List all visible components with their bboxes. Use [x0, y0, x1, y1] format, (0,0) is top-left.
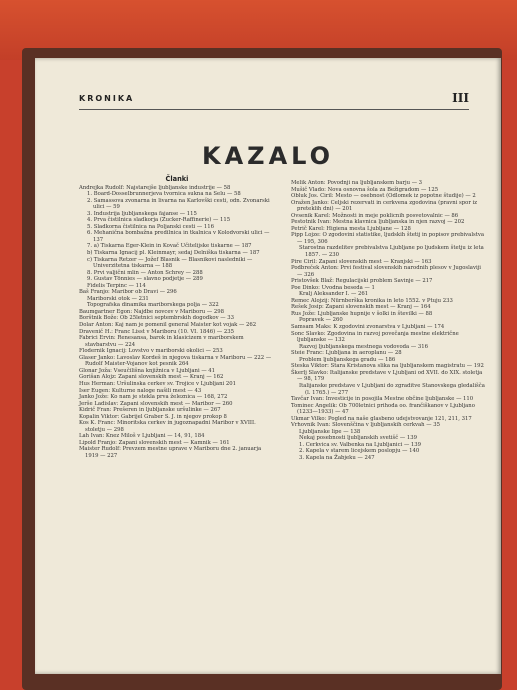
index-entry: Hus Herman: Uršulinska cerkev sv. Trojice v Ljubljani 201: [79, 380, 236, 387]
running-head: [79, 91, 469, 106]
index-entry: Pipp Lojze: O zgodovini statistike, ljudskih štetij in popisov prebivalstva — 195, 306: [291, 232, 486, 245]
index-entry: Pristovšek Blaž: Regulacijski problem Savinje — 217: [291, 278, 433, 285]
index-entry: Škerlj Slavko: Italijanske predstave v Ljubljani od XVII. do XIX. stoletja — 98, 179: [291, 369, 484, 383]
index-entry: Nekaj posebnosti ljubljanskih svetišč — 139: [299, 435, 418, 442]
index-entry: Remec Alojzij: Nürnberška kronika in leto 1552. v Ptuju 233: [291, 297, 453, 304]
index-entry: Sonc Slavko: Zgodovina in razvoj povečanja mestne električne ljubljanske — 132: [291, 330, 461, 344]
index-entry: Pire Ciril: Zapani slovenskih mest — Kranjski — 163: [291, 258, 432, 265]
index-column-right: [291, 180, 487, 462]
index-entry: Gorišan Alojz: Zapani slovenskih mest — Kranj — 162: [79, 374, 224, 381]
index-entry: Popravek — 260: [299, 317, 343, 324]
page-number: III: [452, 91, 469, 105]
index-entry: Glaser Janko: Lavoslav Kordeš in njegova tiskarna v Mariboru — 222 — Rudolf Maister-Vojanov kot pesnik 264: [79, 354, 273, 368]
index-entry: Samsam Maks: K zgodovini zvonarstva v Ljubljani — 174: [291, 324, 445, 331]
index-entry: Baumgartner Egon: Najdbe novcev v Mariboru — 298: [79, 308, 224, 315]
index-entry: Borštnik Bože: Ob 25letnici septembrskih dogodkov — 33: [79, 315, 235, 322]
running-head-title: KRONIKA: [79, 94, 135, 103]
index-entry: Tavčar Ivan: Investicije in posojila Mestne občine ljubljanske — 110: [291, 396, 474, 403]
index-entry: Pestotnik Ivan: Mestna klavnica ljubljanska in njen razvoj — 202: [291, 219, 465, 226]
index-entry: Mariborski otok — 231: [87, 295, 149, 302]
index-entry: Starostna razdelitev prebivalstva Ljubljane po ljudskem štetju iz leta 1857. — 230: [299, 245, 486, 259]
index-entry: Oražen Janko: Celjski rezervati in cerkvena zgodovina (pravni spor iz preteklih dni) — 201: [291, 199, 479, 213]
index-entry: 1. Cerkvica sv. Valbenka na Ljubljanici — 139: [299, 441, 422, 448]
index-entry: Vrhovnik Ivan: Slovenščina v ljubljanskih cerkvah — 35: [291, 422, 441, 429]
index-entry: Janko Jože: Ko nam je stekla prva železnica — 168, 272: [79, 394, 228, 401]
index-entry: 7. a) Tiskarna Eger-Klein in Kovač Učitelijske tiskarne — 187: [87, 243, 252, 250]
index-entry: Kopalin Viktor: Gabrijel Graber S. J. in njegov prokop 8: [79, 413, 227, 420]
index-entry: Melik Anton: Povodnji na ljubljanskem barju — 3: [291, 180, 423, 186]
index-entry: Iser Eugen: Kulturne naloge našili mest — 43: [79, 387, 202, 394]
index-entry: Ovsenik Karel: Možnosti in meje poklicnih posvetovalnic — 86: [291, 212, 459, 219]
index-entry: c) Tiskarna Retzer — Jožef Blasnik — Blasnikovi nasledniki — Univerzitetna tiskarna — 188: [87, 256, 255, 270]
index-entry: 1. Board-Dosselbrunnerjeva tvornica sukna na Selu — 58: [87, 191, 241, 198]
index-entry: Razvoj ljubljanskega mestnega vodovoda — 316: [299, 343, 428, 350]
index-entry: Italijanske predstave v Ljubljani do zgraditve Stanovskega gledališča (l. 1765.) — 277: [299, 382, 487, 396]
index-entry: Steska Viktor: Stara Kristanova slika na ljubljanskem magistratu — 192: [291, 363, 484, 370]
index-entry: Lipold Franjo: Zapani slovenskih mest — Kamnik — 161: [79, 439, 230, 446]
header-rule: [79, 109, 469, 110]
page-title: KAZALO: [202, 142, 334, 170]
index-entry: Jerše Ladislav: Zapani slovenskih mest — Maribor — 260: [79, 400, 233, 407]
book-page: [35, 58, 501, 674]
index-entry: Podbreček Anton: Prvi festival slovenskih narodnih plesov v Jugoslaviji — 326: [291, 265, 483, 278]
index-entry: Tominec Angelik: Ob 700letnici prihoda oo. frančiškanov v Ljubljano (1233—1933) — 47: [291, 402, 477, 416]
index-entry: 4. Prva čistilnica sladkorja (Zucker-Raffinerie) — 115: [87, 217, 231, 224]
index-entry: 9. Gustav Tönnies — slavno podjetje — 289: [87, 276, 203, 283]
index-entry: Mušič Vlado: Nova osnovna šola za Bežigradom — 125: [291, 186, 439, 193]
index-entry: Kidrič Fran: Prešeren in ljubljanske uršulinke — 267: [79, 407, 221, 414]
index-entry: Petrič Karel: Higiena mesta Ljubljane — 128: [291, 225, 411, 232]
index-entry: Flodernik Ignacij: Lovstvo v mariborski okolici — 253: [79, 348, 223, 355]
index-entry: Kralj Aleksander I. — 261: [299, 291, 369, 298]
index-entry: Andrejka Rudolf: Najstarejše ljubljanske industrije — 58: [79, 184, 231, 191]
index-entry: Fidelis Terpinc — 114: [87, 282, 146, 289]
index-entry: 6. Mehanična bombažna predilnica in tkalnica v Kolodvorski ulici — 137: [87, 230, 272, 243]
index-entry: Kos K. Franc: Minoritska cerkev in jugoznapadni Maribor v XVIII. stoletju — 298: [79, 420, 258, 433]
index-entry: b) Tiskarna Ignacij pl. Kleinmayr, sedaj Delniška tiskarna — 187: [87, 250, 260, 257]
index-entry: Baš Franjo: Maribor ob Dravi — 296: [79, 289, 177, 296]
index-entry: Rešek Josip: Zapani slovenskih mest — Kranj — 164: [291, 304, 431, 311]
index-entry: Steie Franc: Ljubljana in aeroplanu — 28: [291, 350, 402, 357]
index-entry: Fabrici Ervin: Renesansa, barok in klasicizem v mariborskem stavbarstvu — 224: [79, 335, 246, 348]
index-entry: 3. Kapela na Žabjeku — 247: [299, 454, 375, 461]
index-entry: Dravenič H.: Franc Lisst v Mariboru (10. VI. 1846) — 235: [79, 328, 234, 335]
index-entry: Rus Jože: Ljubljanske hupnije v šolki in številki — 88: [291, 310, 433, 317]
index-entry: Poe Dinko: Uvodna beseda — 1: [291, 284, 375, 291]
index-entry: Dolar Anton: Kaj nam je pomenil general Maister kot vojak — 262: [79, 322, 257, 329]
index-entry: 3. Industrija ljubljanskega fajanse — 115: [87, 210, 197, 217]
index-entry: 8. Prvi valjični mlin — Anton Schrey — 288: [87, 269, 203, 276]
index-entry: Topografska dinamika mariborskega polja — 322: [87, 302, 219, 309]
index-column-left: [79, 176, 275, 460]
index-entry: Maister Rudolf: Prevzem mestne uprave v Mariboru dne 2. januarja 1919 — 227: [79, 446, 263, 459]
index-entry: Glonar Joža: Vseučilišna knjižnica v Ljubljani — 41: [79, 367, 216, 374]
index-entry: 2. Samassova zvonarna in livarna na Karlovški cesti, odn. Zvonarski ulici — 59: [87, 197, 272, 211]
index-entry: Obluk Jos. Ciril: Mesto — osebnost (Odlomek iz popotne študije) — 2: [291, 193, 476, 200]
index-entry: Problem ljubljanskega gradu — 186: [299, 356, 396, 363]
section-label: Članki: [165, 175, 189, 183]
index-entry: Lah Ivan: Knez Miloš v Ljubljani — 14, 91, 184: [79, 433, 205, 440]
index-entry: Ljubljanske lipe — 138: [299, 428, 361, 435]
index-entry: 5. Sladkorna čistilnica na Poljanski cesti — 116: [87, 223, 215, 230]
index-entry: Ukmar Vilko: Pogled na naše glasbeno udejstvovanje 121, 211, 317: [291, 415, 472, 422]
index-entry: 2. Kapela v starem licejskem poslopju — 140: [299, 448, 420, 455]
